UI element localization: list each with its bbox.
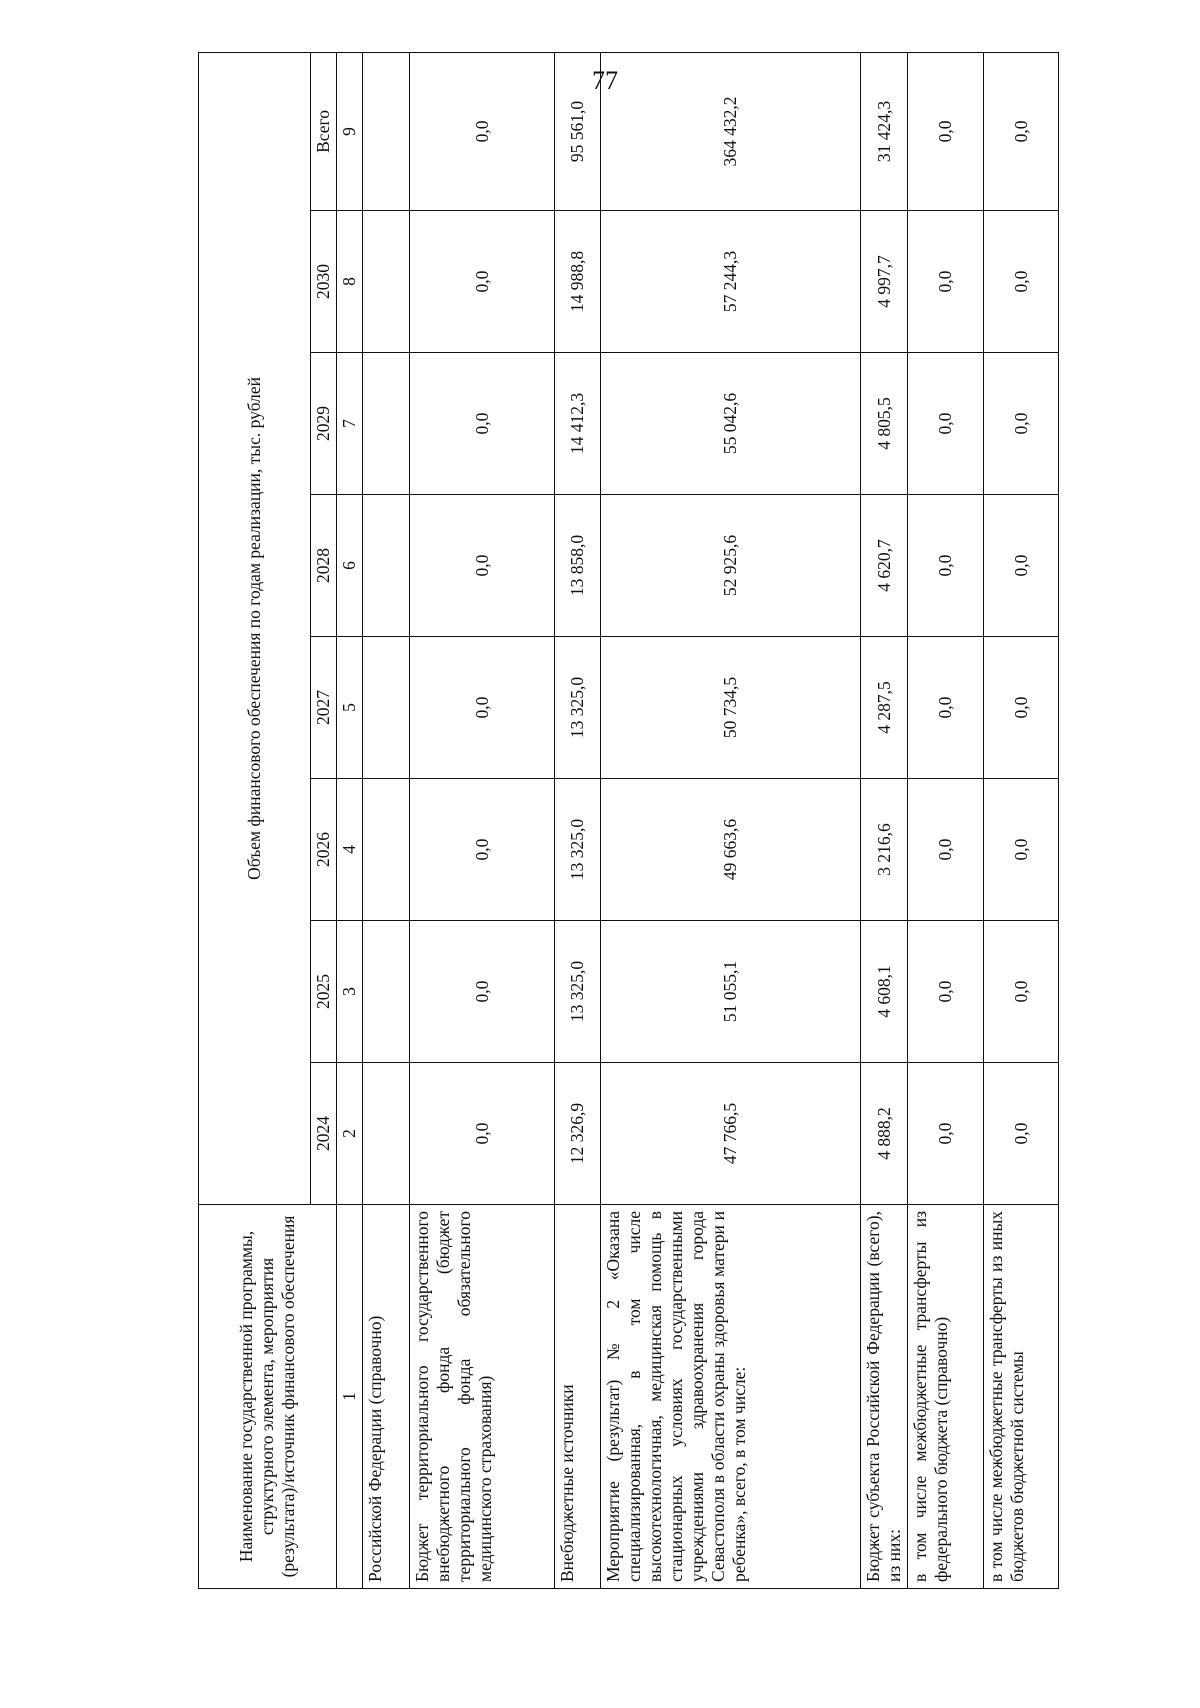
value-cell: 0,0 xyxy=(410,211,555,353)
value-cell: 0,0 xyxy=(908,779,984,921)
table-row xyxy=(601,52,861,1588)
value-cell: 0,0 xyxy=(410,52,555,210)
value-cell: 0,0 xyxy=(908,495,984,637)
table-row xyxy=(984,52,1059,1588)
year-header: 2030 xyxy=(311,211,337,353)
header-volume-cell: Объем финансового обеспечения по годам реализации, тыс. рублей xyxy=(199,52,311,1204)
value-cell: 13 325,0 xyxy=(555,921,601,1063)
value-cell xyxy=(363,495,410,637)
row-name: Российской Федерации (справочно) xyxy=(363,1205,410,1589)
row-name: Внебюджетные источники xyxy=(555,1205,601,1589)
table-row xyxy=(861,52,908,1588)
value-cell: 0,0 xyxy=(984,1063,1059,1205)
value-cell: 4 888,2 xyxy=(861,1063,908,1205)
column-number: 9 xyxy=(337,52,363,210)
year-header: 2027 xyxy=(311,637,337,779)
column-number: 3 xyxy=(337,921,363,1063)
value-cell: 52 925,6 xyxy=(601,495,861,637)
value-cell xyxy=(363,211,410,353)
column-number: 6 xyxy=(337,495,363,637)
year-header: 2028 xyxy=(311,495,337,637)
year-header: 2026 xyxy=(311,779,337,921)
value-cell: 4 997,7 xyxy=(861,211,908,353)
year-header: 2024 xyxy=(311,1063,337,1205)
header-name-cell: Наименование государственной программы, структурного элемента, мероприятия (результата)/источник финансового обеспечения xyxy=(199,1205,337,1589)
value-cell: 50 734,5 xyxy=(601,637,861,779)
value-cell: 0,0 xyxy=(984,921,1059,1063)
value-cell: 0,0 xyxy=(908,637,984,779)
column-number: 5 xyxy=(337,637,363,779)
value-cell: 51 055,1 xyxy=(601,921,861,1063)
table-row xyxy=(908,52,984,1588)
value-cell: 0,0 xyxy=(410,637,555,779)
value-cell: 0,0 xyxy=(410,353,555,495)
value-cell: 0,0 xyxy=(984,637,1059,779)
value-cell: 0,0 xyxy=(984,211,1059,353)
value-cell: 0,0 xyxy=(984,353,1059,495)
table-row xyxy=(410,52,555,1588)
row-name: в том числе межбюджетные трансферты из федерального бюджета (справочно) xyxy=(908,1205,984,1589)
value-cell: 49 663,6 xyxy=(601,779,861,921)
page-number: 77 xyxy=(592,66,618,95)
value-cell xyxy=(363,779,410,921)
value-cell: 95 561,0 xyxy=(555,52,601,210)
table-row xyxy=(363,52,410,1588)
value-cell: 0,0 xyxy=(984,52,1059,210)
table-row xyxy=(555,52,601,1588)
value-cell: 0,0 xyxy=(908,353,984,495)
column-number: 7 xyxy=(337,353,363,495)
column-number: 8 xyxy=(337,211,363,353)
value-cell: 0,0 xyxy=(984,495,1059,637)
value-cell: 0,0 xyxy=(410,921,555,1063)
value-cell: 14 988,8 xyxy=(555,211,601,353)
value-cell: 4 287,5 xyxy=(861,637,908,779)
value-cell: 0,0 xyxy=(908,921,984,1063)
column-number: 2 xyxy=(337,1063,363,1205)
row-name: в том числе межбюджетные трансферты из иных бюджетов бюджетной системы xyxy=(984,1205,1059,1589)
value-cell xyxy=(363,921,410,1063)
value-cell: 13 325,0 xyxy=(555,779,601,921)
value-cell xyxy=(363,353,410,495)
value-cell: 3 216,6 xyxy=(861,779,908,921)
value-cell: 0,0 xyxy=(410,779,555,921)
value-cell xyxy=(363,52,410,210)
value-cell: 13 858,0 xyxy=(555,495,601,637)
value-cell: 31 424,3 xyxy=(861,52,908,210)
value-cell xyxy=(363,1063,410,1205)
value-cell: 14 412,3 xyxy=(555,353,601,495)
column-number: 4 xyxy=(337,779,363,921)
row-name: Бюджет территориального государственного внебюджетного фонда (бюджет территориального фонда обязательного медицинского страхования) xyxy=(410,1205,555,1589)
rotated-table-container xyxy=(198,96,1036,1589)
value-cell: 0,0 xyxy=(410,1063,555,1205)
value-cell: 0,0 xyxy=(908,1063,984,1205)
value-cell: 12 326,9 xyxy=(555,1063,601,1205)
value-cell: 47 766,5 xyxy=(601,1063,861,1205)
financing-table xyxy=(198,52,1059,1589)
year-header: 2029 xyxy=(311,353,337,495)
row-name: Мероприятие (результат) № 2 «Оказана специализированная, в том числе высокотехнологичная, медицинская помощь в стационарных условиях государственными учреждениями здравоохранения города Севастополя в области охраны здоровья матери и ребенка», всего, в том числе: xyxy=(601,1205,861,1589)
value-cell: 4 620,7 xyxy=(861,495,908,637)
total-header: Всего xyxy=(311,52,337,210)
year-header: 2025 xyxy=(311,921,337,1063)
row-name: Бюджет субъекта Российской Федерации (всего), из них: xyxy=(861,1205,908,1589)
value-cell: 4 608,1 xyxy=(861,921,908,1063)
value-cell: 364 432,2 xyxy=(601,52,861,210)
value-cell: 57 244,3 xyxy=(601,211,861,353)
value-cell: 0,0 xyxy=(410,495,555,637)
value-cell: 0,0 xyxy=(908,52,984,210)
value-cell: 0,0 xyxy=(908,211,984,353)
value-cell: 0,0 xyxy=(984,779,1059,921)
value-cell: 4 805,5 xyxy=(861,353,908,495)
value-cell: 55 042,6 xyxy=(601,353,861,495)
column-number: 1 xyxy=(337,1205,363,1589)
value-cell xyxy=(363,637,410,779)
value-cell: 13 325,0 xyxy=(555,637,601,779)
